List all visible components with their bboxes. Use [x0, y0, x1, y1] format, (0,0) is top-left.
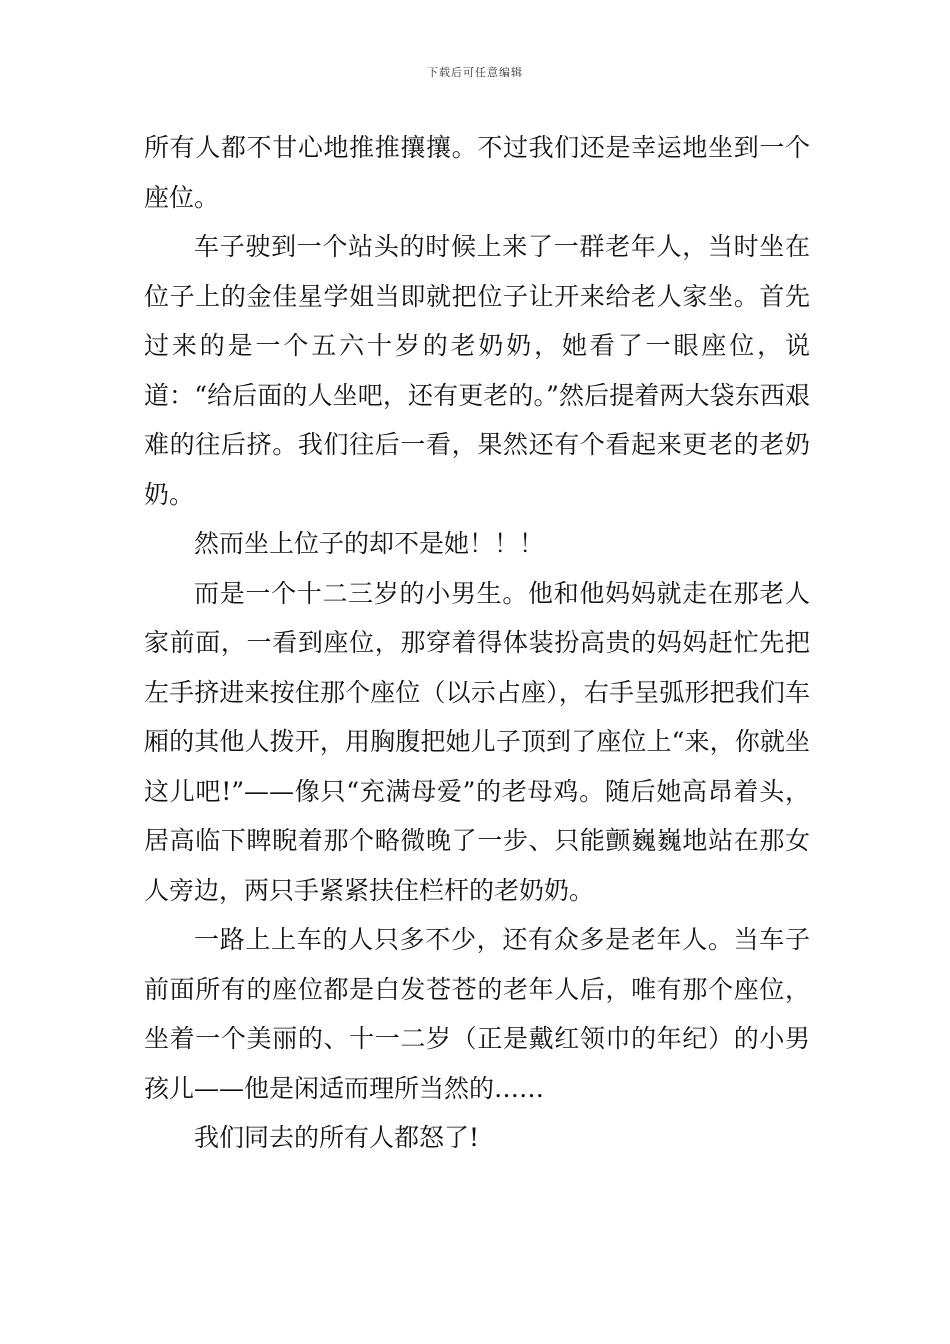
- paragraph-5: 一路上上车的人只多不少，还有众多是老年人。当车子前面所有的座位都是白发苍苍的老年人后，唯有那个座位，坐着一个美丽的、十一二岁（正是戴红领巾的年纪）的小男孩儿——他是闲适而理所当然的……: [144, 925, 810, 1103]
- paragraph-2: 车子驶到一个站头的时候上来了一群老年人，当时坐在位子上的金佳星学姐当即就把位子让开来给老人家坐。首先过来的是一个五六十岁的老奶奶，她看了一眼座位，说道：“给后面的人坐吧，还有更老的。”然后提着两大袋东西艰难的往后挤。我们往后一看，果然还有个看起来更老的老奶奶。: [144, 232, 810, 509]
- document-body: [144, 123, 810, 1163]
- paragraph-1: 所有人都不甘心地推推攘攘。不过我们还是幸运地坐到一个座位。: [144, 133, 810, 212]
- paragraph-6: 我们同去的所有人都怒了!: [194, 1123, 480, 1152]
- paragraph-3: 然而坐上位子的却不是她！！！: [194, 529, 545, 558]
- page-header: 下载后可任意编辑: [427, 66, 523, 79]
- paragraph-4: 而是一个十二三岁的小男生。他和他妈妈就走在那老人家前面，一看到座位，那穿着得体装扮高贵的妈妈赶忙先把左手挤进来按住那个座位（以示占座），右手呈弧形把我们车厢的其他人拨开，用胸腹把她儿子顶到了座位上“来，你就坐这儿吧!”——像只“充满母爱”的老母鸡。随后她高昂着头，居高临下睥睨着那个略微晚了一步、只能颤巍巍地站在那女人旁边，两只手紧紧扶住栏杆的老奶奶。: [144, 578, 810, 905]
